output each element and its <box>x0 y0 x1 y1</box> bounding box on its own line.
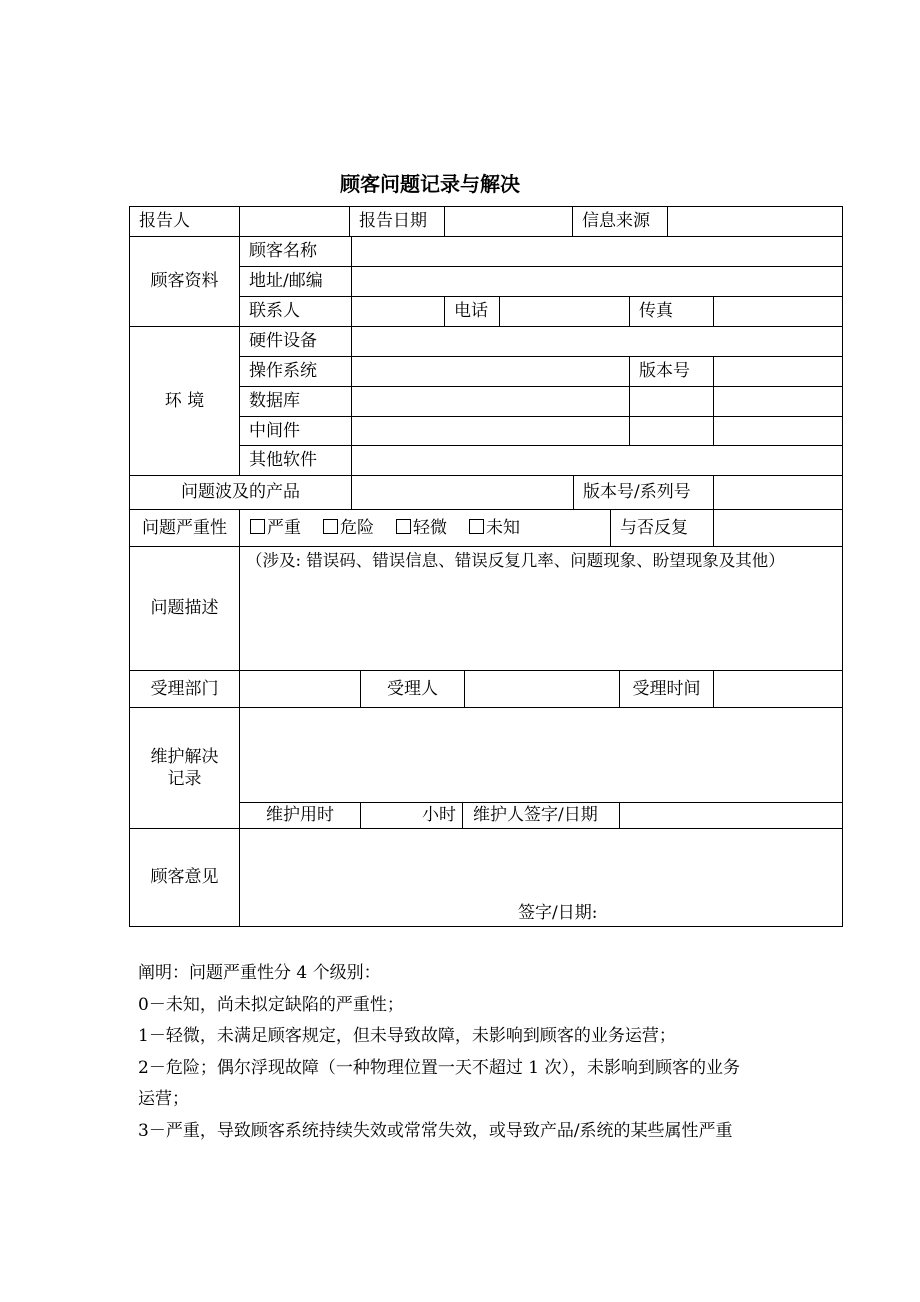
opinion-field[interactable] <box>239 828 843 927</box>
accept-dept-field[interactable] <box>239 670 361 708</box>
other-software-field[interactable] <box>351 445 843 476</box>
report-date-field[interactable] <box>444 206 573 237</box>
database-version-field[interactable] <box>629 386 714 417</box>
contact-field[interactable] <box>351 296 445 327</box>
description-label: 问题描述 <box>129 546 240 671</box>
customer-section-label: 顾客资料 <box>129 236 240 327</box>
middleware-version-value[interactable] <box>713 416 843 446</box>
contact-label: 联系人 <box>239 296 352 327</box>
accept-person-field[interactable] <box>464 670 620 708</box>
severity-options <box>239 509 611 547</box>
phone-field[interactable] <box>499 296 630 327</box>
maintainer-sign-label: 维护人签字/日期 <box>462 802 620 829</box>
hardware-field[interactable] <box>351 326 843 357</box>
maintenance-time-field[interactable] <box>360 802 463 829</box>
severity-option-minor[interactable]: 轻微 <box>396 517 447 539</box>
other-software-label: 其他软件 <box>239 445 352 476</box>
address-field[interactable] <box>351 266 843 297</box>
hours-label: 小时 <box>422 805 456 826</box>
info-source-label: 信息来源 <box>572 206 668 237</box>
maintainer-sign-field[interactable] <box>619 802 843 829</box>
info-source-field[interactable] <box>667 206 843 237</box>
os-field[interactable] <box>351 356 630 387</box>
product-version-field[interactable] <box>713 475 843 510</box>
description-field[interactable] <box>239 546 843 671</box>
product-version-label: 版本号/系列号 <box>573 475 714 510</box>
accept-time-label: 受理时间 <box>619 670 714 708</box>
report-date-label: 报告日期 <box>349 206 445 237</box>
os-version-label: 版本号 <box>629 356 714 387</box>
fax-label: 传真 <box>629 296 714 327</box>
hardware-label: 硬件设备 <box>239 326 352 357</box>
middleware-field[interactable] <box>351 416 630 446</box>
database-field[interactable] <box>351 386 630 417</box>
severity-option-danger[interactable]: 危险 <box>323 517 374 539</box>
checkbox-icon[interactable] <box>396 519 411 534</box>
checkbox-icon[interactable] <box>469 519 484 534</box>
note-line: 2－危险；偶尔浮现故障（一种物理位置一天不超过 1 次），未影响到顾客的业务 <box>138 1057 740 1078</box>
opinion-label: 顾客意见 <box>129 828 240 927</box>
database-version-value[interactable] <box>713 386 843 417</box>
note-line: 阐明：问题严重性分 4 个级别： <box>138 963 381 983</box>
middleware-label: 中间件 <box>239 416 352 446</box>
maintenance-time-label: 维护用时 <box>239 802 361 829</box>
affected-product-field[interactable] <box>351 475 574 510</box>
note-line: 0－未知，尚未拟定缺陷的严重性； <box>138 994 404 1015</box>
customer-name-label: 顾客名称 <box>239 236 352 267</box>
reporter-label: 报告人 <box>129 206 240 237</box>
problem-record-form <box>130 207 844 928</box>
maintenance-label <box>129 707 240 829</box>
os-version-field[interactable] <box>713 356 843 387</box>
reporter-field[interactable] <box>239 206 350 237</box>
severity-label: 问题严重性 <box>129 509 240 547</box>
severity-option-unknown[interactable]: 未知 <box>469 517 520 539</box>
middleware-version-field[interactable] <box>629 416 714 446</box>
database-label: 数据库 <box>239 386 352 417</box>
note-line: 3－严重，导致顾客系统持续失效或常常失效，或导致产品/系统的某些属性严重 <box>138 1120 733 1141</box>
customer-name-field[interactable] <box>351 236 843 267</box>
fax-field[interactable] <box>713 296 843 327</box>
note-line: 运营； <box>138 1089 189 1109</box>
accept-dept-label: 受理部门 <box>129 670 240 708</box>
severity-option-severe[interactable]: 严重 <box>250 517 301 539</box>
checkbox-icon[interactable] <box>250 519 265 534</box>
os-label: 操作系统 <box>239 356 352 387</box>
address-label: 地址/邮编 <box>239 266 352 297</box>
checkbox-icon[interactable] <box>323 519 338 534</box>
maintenance-label-line1: 维护解决 <box>150 746 219 767</box>
phone-label: 电话 <box>444 296 500 327</box>
repeat-field[interactable] <box>713 509 843 547</box>
page-title: 顾客问题记录与解决 <box>340 172 520 196</box>
opinion-sign-label: 签字/日期: <box>518 902 598 923</box>
description-hint: （涉及: 错误码、错误信息、错误反复几率、问题现象、盼望现象及其他） <box>246 551 785 570</box>
repeat-label: 与否反复 <box>610 509 714 547</box>
note-line: 1－轻微，未满足顾客规定，但未导致故障，未影响到顾客的业务运营； <box>138 1026 676 1046</box>
affected-product-label: 问题波及的产品 <box>129 475 352 510</box>
maintenance-label-line2: 记录 <box>167 769 202 789</box>
maintenance-record-field[interactable] <box>239 707 843 803</box>
environment-section-label: 环 境 <box>129 326 240 476</box>
accept-time-field[interactable] <box>713 670 843 708</box>
accept-person-label: 受理人 <box>360 670 465 708</box>
severity-notes <box>138 958 798 1147</box>
